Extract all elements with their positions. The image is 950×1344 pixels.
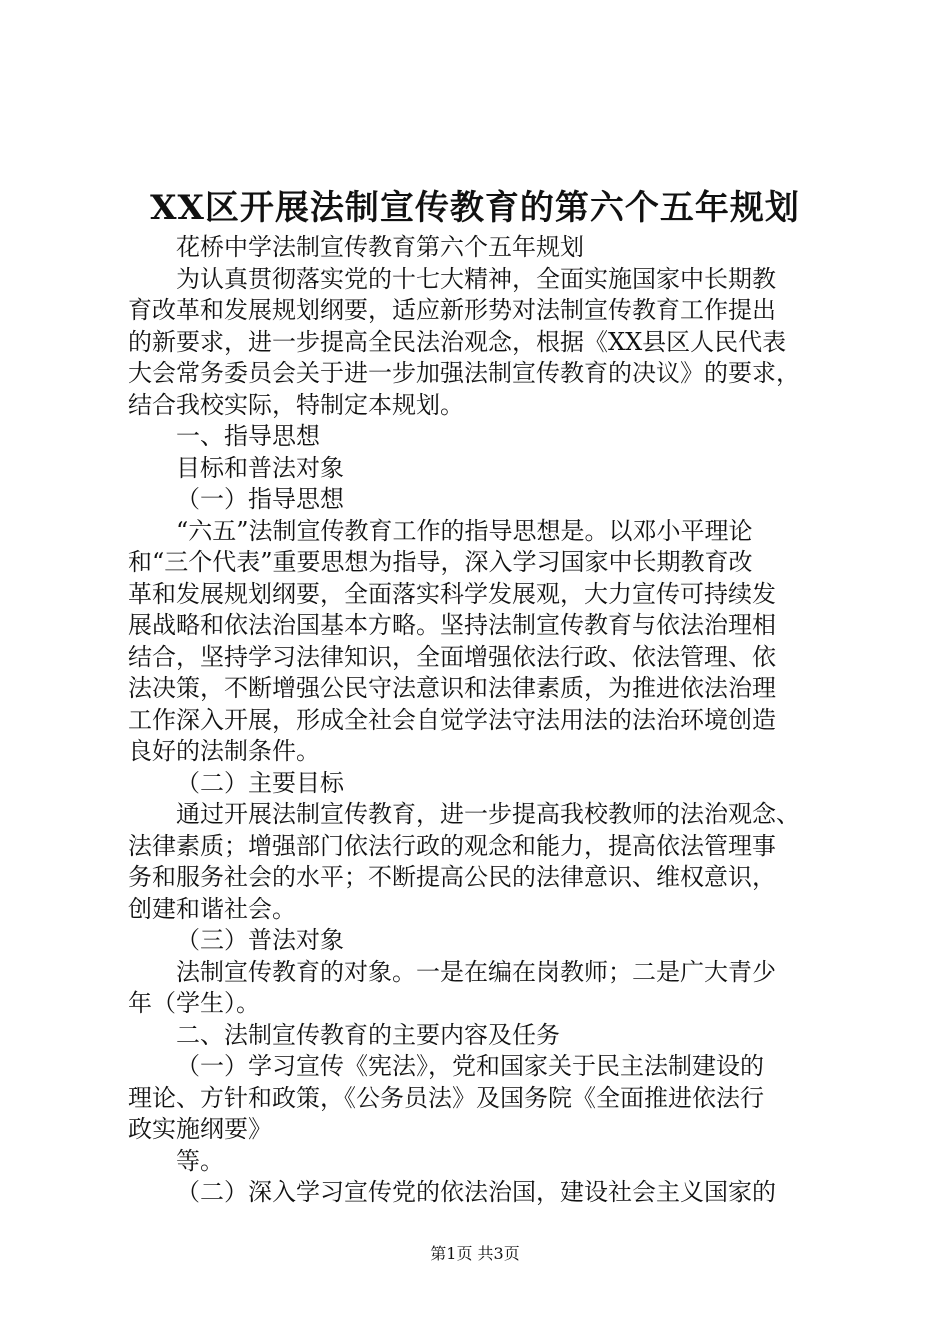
paragraph-line: 等。 [176,1146,224,1175]
paragraph-line: 二、法制宣传教育的主要内容及任务 [176,1020,560,1049]
paragraph-line: 务和服务社会的水平；不断提高公民的法律意识、维权意识， [128,863,776,891]
document-body [128,232,828,1209]
paragraph-line: 工作深入开展，形成全社会自觉学法守法用法的法治环境创造 [128,705,776,734]
paragraph-line: 为认真贯彻落实党的十七大精神，全面实施国家中长期教 [176,264,776,293]
paragraph-line: 花桥中学法制宣传教育第六个五年规划 [176,233,584,261]
paragraph-line: 法律素质；增强部门依法行政的观念和能力，提高依法管理事 [128,831,776,860]
paragraph-line: 创建和谐社会。 [128,894,296,923]
page-footer: 第1页 共3页 [430,1244,520,1263]
paragraph-line: 目标和普法对象 [176,453,344,482]
paragraph-line: 法制宣传教育的对象。一是在编在岗教师；二是广大青少 [176,957,776,986]
paragraph-line: 的新要求，进一步提高全民法治观念，根据《XX县区人民代表 [128,327,787,356]
paragraph-line: 一、指导思想 [176,422,320,450]
paragraph-line: 结合我校实际，特制定本规划。 [128,390,464,419]
paragraph-line: （二）主要目标 [176,768,344,797]
paragraph-line: “六五”法制宣传教育工作的指导思想是。以邓小平理论 [176,516,753,545]
paragraph-line: 法决策，不断增强公民守法意识和法律素质，为推进依法治理 [128,674,776,702]
paragraph-line: （一）指导思想 [176,485,344,513]
paragraph-line: 结合，坚持学习法律知识，全面增强依法行政、依法管理、依 [128,642,776,671]
paragraph-line: 展战略和依法治国基本方略。坚持法制宣传教育与依法治理相 [128,611,776,639]
paragraph-line: 政实施纲要》 [128,1115,272,1143]
paragraph-line: （三）普法对象 [176,926,344,954]
paragraph-line: 理论、方针和政策，《公务员法》及国务院《全面推进依法行 [128,1083,764,1112]
document-title: XX区开展法制宣传教育的第六个五年规划 [150,188,800,228]
paragraph-line: 年（学生）。 [128,989,260,1017]
paragraph-line: （一）学习宣传《宪法》，党和国家关于民主法制建设的 [176,1052,764,1080]
paragraph-line: 通过开展法制宣传教育，进一步提高我校教师的法治观念、 [176,800,800,828]
paragraph-line: 和“三个代表”重要思想为指导，深入学习国家中长期教育改 [128,548,753,576]
paragraph-line: 大会常务委员会关于进一步加强法制宣传教育的决议》的要求， [128,359,800,387]
paragraph-line: 革和发展规划纲要，全面落实科学发展观，大力宣传可持续发 [128,579,776,608]
paragraph-line: （二）深入学习宣传党的依法治国，建设社会主义国家的 [176,1178,776,1206]
paragraph-line: 良好的法制条件。 [128,737,320,765]
paragraph-line: 育改革和发展规划纲要，适应新形势对法制宣传教育工作提出 [128,296,776,324]
